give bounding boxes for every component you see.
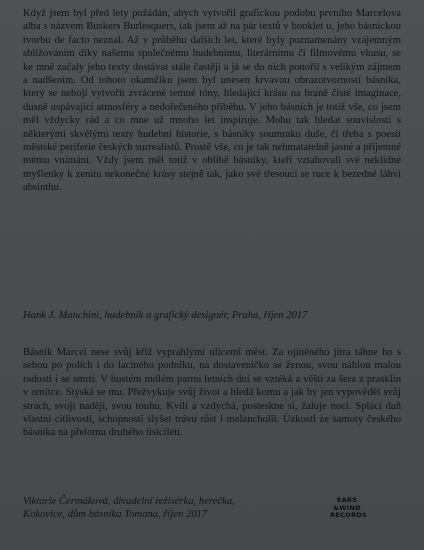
review-text-2: Básník Marcel nese svůj kříž vyprahlými ulicemi měst. Za ojíněného jitra táhne ho s sebou po polích i do laciného podniku, na dostaveníčko se ženou, svou náhlou malou radostí i se smrtí. V hustém mdlém parnu letních dní se vztéká a věští za šera z prasklin v omítce. Stýská se mu. Přežvykuje svůj život a hledá komu a jak by jen vypověděl svůj strach, svoji naději, svou touhu. Kvílí a vzdychá, posteskne si, žaluje noci. Splácí daň vlastní citlivosti, schopnosti slyšet trávu růst i melancholii. Úzkosti ze samoty českého básníka na přelomu druhého tisíciletí.	[23, 347, 401, 439]
logo-line-2: &WIND	[333, 503, 361, 512]
signature-2-line-1: Viktorie Čermáková, divadelní režisérka, herečka,	[23, 496, 235, 507]
review-signature-2	[23, 495, 235, 522]
review-text-1: Když jsem byl před lety požádán, abych vytvořil grafickou podobu prvního Marcelova alba s názvem Buskers Burlesquers, tak jsem až na pár textů v booklet u, jeho básnickou tvorbu de facto neznal. Až v průběhu dalších let, které byly poznamenány vzájemným sbližováním díky našemu společnému hudebnímu, literárnímu či filmovému vkusu, se ke mně začaly jeho texty dostávat stále častěji a já se do nich ponořil s velikým zájmem a nadšením. Od tohoto okamžiku jsem byl unesen krvavou obrazotvorností básníka, který se nebojí vytvořit zvrácené temné tóny, hledající krásu na hraně čisté imaginace, dusně uspávající atmosféry a nedořečeného příběhu. V jeho básních je totiž vše, co jsem měl vždycky rád a co mne už mnoho let inspiruje. Mohu tak hledat souvislosti s některými skvělými texty hudební historie, s básníky soumraku duše, či třeba s poesií městské periferie českých surrealistů. Prostě vše, co je tak nehmatatelně jasné a příjemné mému vnímání. Vždy jsem měl totiž v oblibě básníky, kteří vztahovali své neklidné myšlenky k zenitu nekonečné krásy stejně tak, jako své třesoucí se ruce k bezedné láhvi absinthu.	[23, 8, 401, 194]
label-logo	[330, 496, 367, 529]
review-signature-1: Hank J. Manchini, hudebník a grafický designér, Praha, říjen 2017	[23, 310, 308, 321]
logo-line-1: EARS	[336, 496, 358, 504]
logo-line-3: RECORDS	[330, 511, 367, 519]
signature-2-line-2: Kokovice, dům básníka Tomana, říjen 2017	[23, 509, 208, 521]
